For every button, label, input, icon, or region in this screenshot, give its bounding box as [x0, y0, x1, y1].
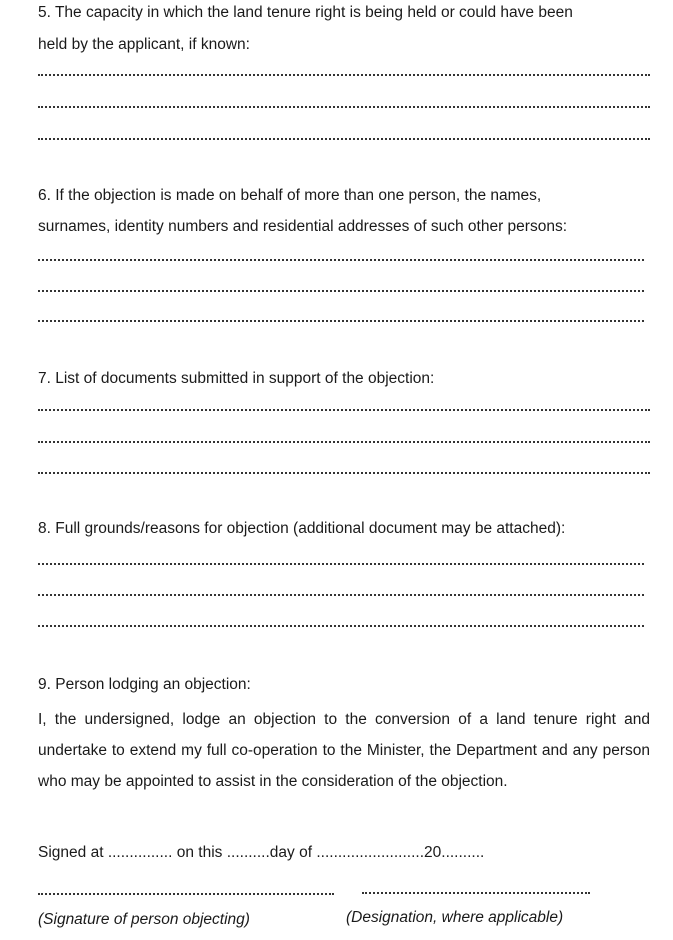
on-this-field[interactable]: ..........: [226, 844, 270, 861]
day-of-label: day of: [269, 844, 313, 861]
day-of-field[interactable]: .........................: [316, 844, 425, 861]
on-this-label: on this: [176, 844, 223, 861]
designation-label: (Designation, where applicable): [346, 909, 564, 926]
section-6-line-1: 6. If the objection is made on behalf of more than one person, the names,: [38, 187, 542, 204]
section-8-answer-line-3[interactable]: [38, 625, 644, 627]
signature-line[interactable]: [38, 893, 334, 895]
section-8-answer-line-1[interactable]: [38, 563, 644, 565]
section-9-heading: 9. Person lodging an objection:: [38, 676, 251, 693]
section-5-answer-line-1[interactable]: [38, 74, 650, 76]
year-field[interactable]: ..........: [441, 844, 485, 861]
section-7-answer-line-2[interactable]: [38, 441, 650, 443]
signature-label: (Signature of person objecting): [38, 911, 250, 928]
signed-at-line: [38, 844, 484, 862]
section-5-line-2: held by the applicant, if known:: [38, 36, 250, 53]
section-6-answer-line-1[interactable]: [38, 259, 644, 261]
section-6-answer-line-2[interactable]: [38, 290, 644, 292]
section-7-line-1: 7. List of documents submitted in support of the objection:: [38, 370, 435, 387]
section-5-answer-line-2[interactable]: [38, 106, 650, 108]
section-8-answer-line-2[interactable]: [38, 594, 644, 596]
section-7-answer-line-3[interactable]: [38, 472, 650, 474]
section-6-line-2: surnames, identity numbers and residential addresses of such other persons:: [38, 218, 568, 235]
section-7-answer-line-1[interactable]: [38, 409, 650, 411]
signed-at-label: Signed at: [38, 844, 104, 861]
designation-line[interactable]: [362, 892, 590, 894]
year-prefix: 20: [424, 844, 442, 861]
section-8-line-1: 8. Full grounds/reasons for objection (additional document may be attached):: [38, 520, 566, 537]
declaration-paragraph: I, the undersigned, lodge an objection to the conversion of a land tenure right and undertake to extend my full co-operation to the Minister, the Department and any person who may be appointed to assist in the consideration of the objection.: [38, 711, 650, 790]
section-5-answer-line-3[interactable]: [38, 138, 650, 140]
section-5-line-1: 5. The capacity in which the land tenure right is being held or could have been: [38, 4, 573, 21]
section-6-answer-line-3[interactable]: [38, 320, 644, 322]
signed-at-field[interactable]: ...............: [107, 844, 173, 861]
